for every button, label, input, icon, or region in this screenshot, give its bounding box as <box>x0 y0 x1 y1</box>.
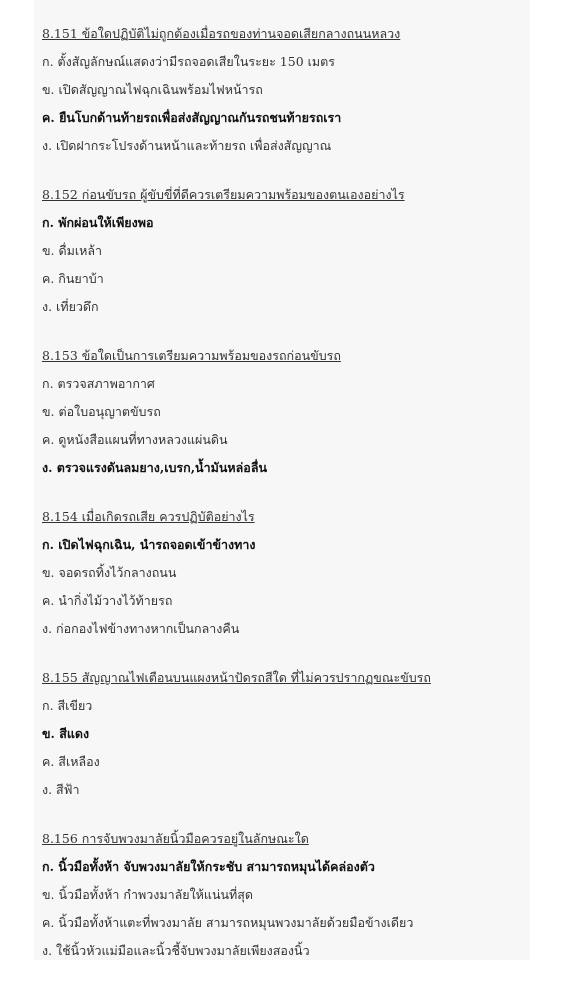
choice-a: ก. สีเขียว <box>42 698 93 713</box>
choice-b: ข. ต่อใบอนุญาตขับรถ <box>42 404 161 419</box>
choice-a-correct: ก. พักผ่อนให้เพียงพอ <box>42 215 154 230</box>
question-title: 8.153 ข้อใดเป็นการเตรียมความพร้อมของรถก่อนขับรถ <box>42 348 341 363</box>
choice-a: ก. ตั้งสัญลักษณ์แสดงว่ามีรถจอดเสียในระยะ 150 เมตร <box>42 54 335 69</box>
question-title: 8.154 เมื่อเกิดรถเสีย ควรปฏิบัติอย่างไร <box>42 509 255 524</box>
question-title: 8.152 ก่อนขับรถ ผู้ขับขี่ที่ดีควรเตรียมความพร้อมของตนเองอย่างไร <box>42 187 405 202</box>
choice-d: ง. ก่อกองไฟข้างทางหากเป็นกลางคืน <box>42 621 240 636</box>
choice-b: ข. นิ้วมือทั้งห้า กำพวงมาลัยให้แน่นที่สุด <box>42 887 254 902</box>
choice-b: ข. ดื่มเหล้า <box>42 243 103 258</box>
choice-d: ง. สีฟ้า <box>42 782 80 797</box>
choice-a-correct: ก. เปิดไฟฉุกเฉิน, นำรถจอดเข้าข้างทาง <box>42 537 256 552</box>
choice-b: ข. เปิดสัญญาณไฟฉุกเฉินพร้อมไฟหน้ารถ <box>42 82 263 97</box>
choice-c: ค. นิ้วมือทั้งห้าแตะที่พวงมาลัย สามารถหมุนพวงมาลัยด้วยมือข้างเดียว <box>42 915 414 930</box>
question-title: 8.156 การจับพวงมาลัยนิ้วมือควรอยู่ในลักษณะใด <box>42 831 309 846</box>
document-page <box>34 0 530 960</box>
question-8-155 <box>42 664 526 804</box>
right-margin <box>530 0 574 960</box>
question-title: 8.151 ข้อใดปฏิบัติไม่ถูกต้องเมื่อรถของท่านจอดเสียกลางถนนหลวง <box>42 26 401 41</box>
choice-c: ค. ดูหนังสือแผนที่ทางหลวงแผ่นดิน <box>42 432 228 447</box>
choice-d-correct: ง. ตรวจแรงดันลมยาง,เบรก,น้ำมันหล่อลื่น <box>42 460 268 475</box>
question-8-154 <box>42 503 526 643</box>
question-title: 8.155 สัญญาณไฟเตือนบนแผงหน้าปัดรถสีใด ที่ไม่ควรปรากฏขณะขับรถ <box>42 670 431 685</box>
choice-a-correct: ก. นิ้วมือทั้งห้า จับพวงมาลัยให้กระชับ สามารถหมุนได้คล่องตัว <box>42 859 375 874</box>
left-margin <box>0 0 34 960</box>
choice-b: ข. จอดรถทิ้งไว้กลางถนน <box>42 565 177 580</box>
choice-d: ง. ใช้นิ้วหัวแม่มือและนิ้วชี้จับพวงมาลัยเพียงสองนิ้ว <box>42 943 310 958</box>
question-8-156 <box>42 825 526 965</box>
question-8-152 <box>42 181 526 321</box>
choice-c-correct: ค. ยืนโบกด้านท้ายรถเพื่อส่งสัญญาณกันรถชนท้ายรถเรา <box>42 110 342 125</box>
question-8-151 <box>42 20 526 160</box>
choice-c: ค. สีเหลือง <box>42 754 100 769</box>
choice-d: ง. เปิดฝากระโปรงด้านหน้าและท้ายรถ เพื่อส่งสัญญาณ <box>42 138 332 153</box>
choice-b-correct: ข. สีแดง <box>42 726 90 741</box>
choice-a: ก. ตรวจสภาพอากาศ <box>42 376 155 391</box>
choice-d: ง. เที่ยวดึก <box>42 299 99 314</box>
question-8-153 <box>42 342 526 482</box>
choice-c: ค. กินยาบ้า <box>42 271 104 286</box>
choice-c: ค. นำกิ่งไม้วางไว้ท้ายรถ <box>42 593 173 608</box>
question-list <box>42 20 526 986</box>
